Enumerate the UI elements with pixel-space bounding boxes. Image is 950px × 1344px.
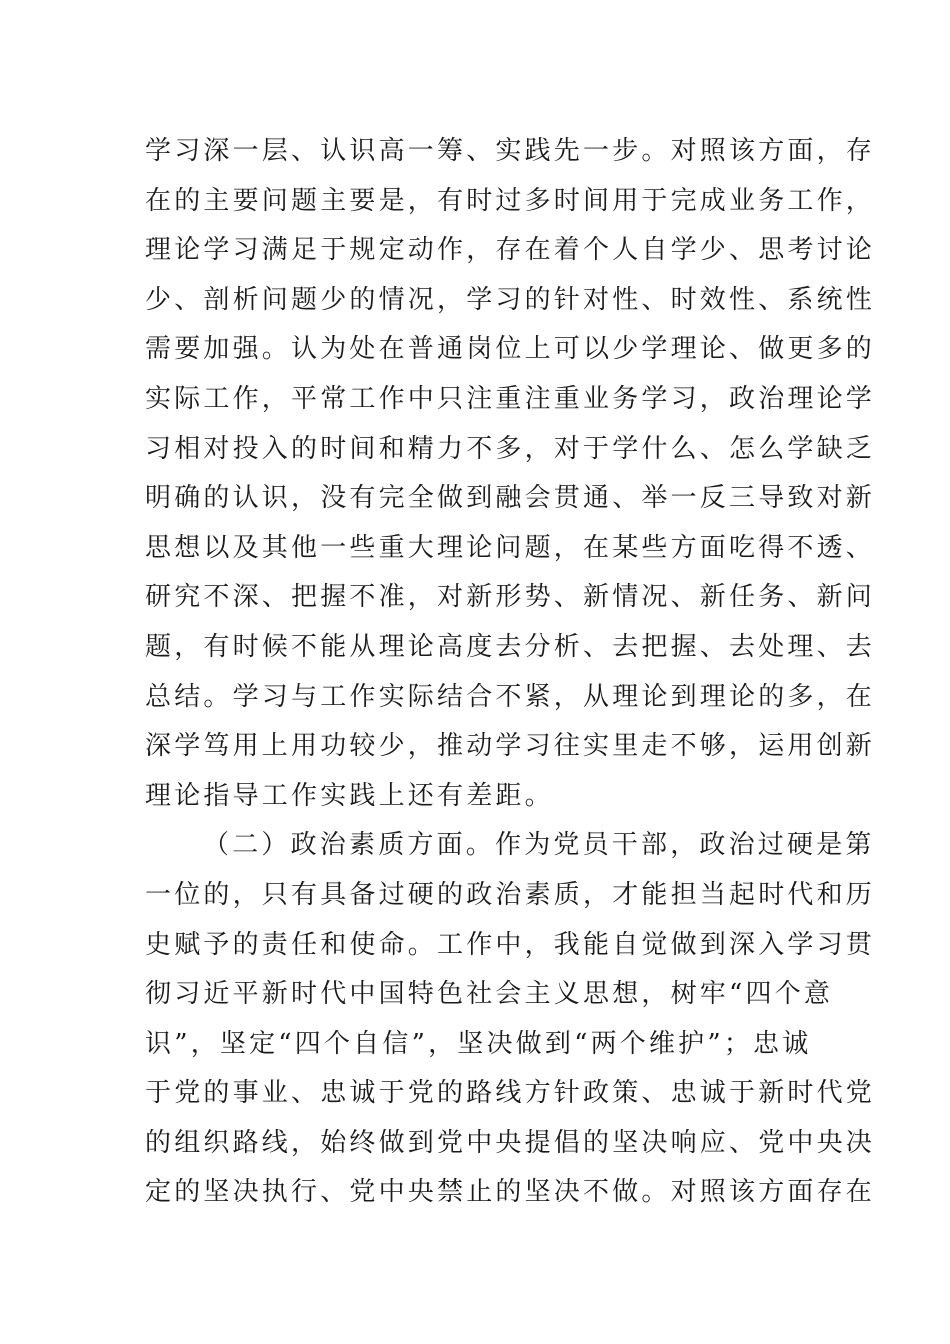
text-line: 少、剖析问题少的情况，学习的针对性、时效性、系统性	[145, 284, 876, 315]
text-line: 理论指导工作实践上还有差距。	[145, 780, 554, 811]
text-line: 的组织路线，始终做到党中央提倡的坚决响应、党中央决	[145, 1127, 876, 1158]
body-text	[145, 127, 876, 1218]
text-line: 明确的认识，没有完全做到融会贯通、举一反三导致对新	[145, 483, 876, 514]
text-line: 史赋予的责任和使命。工作中，我能自觉做到深入学习贯	[145, 929, 876, 960]
text-line: 彻习近平新时代中国特色社会主义思想，树牢“四个意	[145, 979, 834, 1010]
text-line: 研究不深、把握不准，对新形势、新情况、新任务、新问	[145, 582, 876, 613]
text-line: 需要加强。认为处在普通岗位上可以少学理论、做更多的	[145, 334, 876, 365]
text-line: 定的坚决执行、党中央禁止的坚决不做。对照该方面存在	[145, 1177, 876, 1208]
text-line: 总结。学习与工作实际结合不紧，从理论到理论的多，在	[145, 681, 876, 712]
text-line: 在的主要问题主要是，有时过多时间用于完成业务工作，	[145, 185, 876, 216]
text-line: 于党的事业、忠诚于党的路线方针政策、忠诚于新时代党	[145, 1078, 876, 1109]
section-heading-line: （二）政治素质方面。作为党员干部，政治过硬是第	[203, 830, 875, 861]
text-line: 识”，坚定“四个自信”，坚决做到“两个维护”；忠诚	[145, 1028, 812, 1059]
text-line: 一位的，只有具备过硬的政治素质，才能担当起时代和历	[145, 879, 876, 910]
text-line: 实际工作，平常工作中只注重注重业务学习，政治理论学	[145, 383, 876, 414]
text-line: 思想以及其他一些重大理论问题，在某些方面吃得不透、	[145, 532, 876, 563]
text-line: 习相对投入的时间和精力不多，对于学什么、怎么学缺乏	[145, 433, 876, 464]
text-line: 深学笃用上用功较少，推动学习往实里走不够，运用创新	[145, 731, 876, 762]
text-line: 题，有时候不能从理论高度去分析、去把握、去处理、去	[145, 631, 876, 662]
text-line: 理论学习满足于规定动作，存在着个人自学少、思考讨论	[145, 235, 876, 266]
text-line: 学习深一层、认识高一筹、实践先一步。对照该方面，存	[145, 136, 876, 166]
